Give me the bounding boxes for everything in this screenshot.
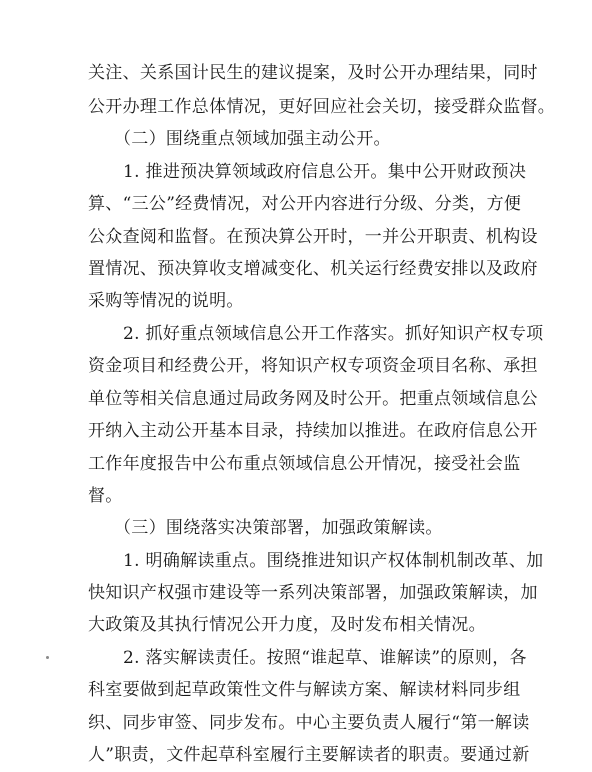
text-line-11: 单位等相关信息通过局政务网及时公开。把重点领域信息公 bbox=[88, 389, 538, 409]
text-line-10: 资金项目和经费公开，将知识产权专项资金项目名称、承担 bbox=[88, 356, 538, 376]
scan-speck bbox=[46, 656, 49, 659]
text-line-21: 织、同步审签、同步发布。中心主要负责人履行“第一解读 bbox=[88, 713, 530, 733]
text-line-14: 督。 bbox=[88, 486, 123, 506]
text-line-16: 1. 明确解读重点。围绕推进知识产权体制机制改革、加 bbox=[123, 551, 544, 571]
text-line-13: 工作年度报告中公布重点领域信息公开情况，接受社会监 bbox=[88, 454, 521, 474]
text-line-6: 公众查阅和监督。在预决算公开时，一并公开职责、机构设 bbox=[88, 227, 538, 247]
section-heading-2: （二）围绕重点领域加强主动公开。 bbox=[114, 129, 391, 149]
text-line-12: 开纳入主动公开基本目录，持续加以推进。在政府信息公开 bbox=[88, 421, 538, 441]
text-line-20: 科室要做到起草政策性文件与解读方案、解读材料同步组 bbox=[88, 680, 521, 700]
text-line-22: 人”职责，文件起草科室履行主要解读者的职责。要通过新 bbox=[88, 745, 530, 765]
text-line-18: 大政策及其执行情况公开力度，及时发布相关情况。 bbox=[88, 615, 486, 635]
text-line-5: 算、“三公”经费情况，对公开内容进行分级、分类，方便 bbox=[88, 194, 522, 214]
text-line-7: 置情况、预决算收支增减变化、机关运行经费安排以及政府 bbox=[88, 259, 538, 279]
text-line-17: 快知识产权强市建设等一系列决策部署，加强政策解读，加 bbox=[88, 583, 538, 603]
text-line-8: 采购等情况的说明。 bbox=[88, 291, 244, 311]
text-line-1: 关注、关系国计民生的建议提案，及时公开办理结果，同时 bbox=[88, 63, 538, 83]
text-line-4: 1. 推进预决算领域政府信息公开。集中公开财政预决 bbox=[123, 162, 527, 182]
text-line-9: 2. 抓好重点领域信息公开工作落实。抓好知识产权专项 bbox=[123, 324, 544, 344]
text-line-2: 公开办理工作总体情况，更好回应社会关切，接受群众监督。 bbox=[88, 97, 556, 117]
text-line-19: 2. 落实解读责任。按照“谁起草、谁解读”的原则，各 bbox=[123, 648, 527, 668]
section-heading-3: （三）围绕落实决策部署，加强政策解读。 bbox=[114, 518, 443, 538]
